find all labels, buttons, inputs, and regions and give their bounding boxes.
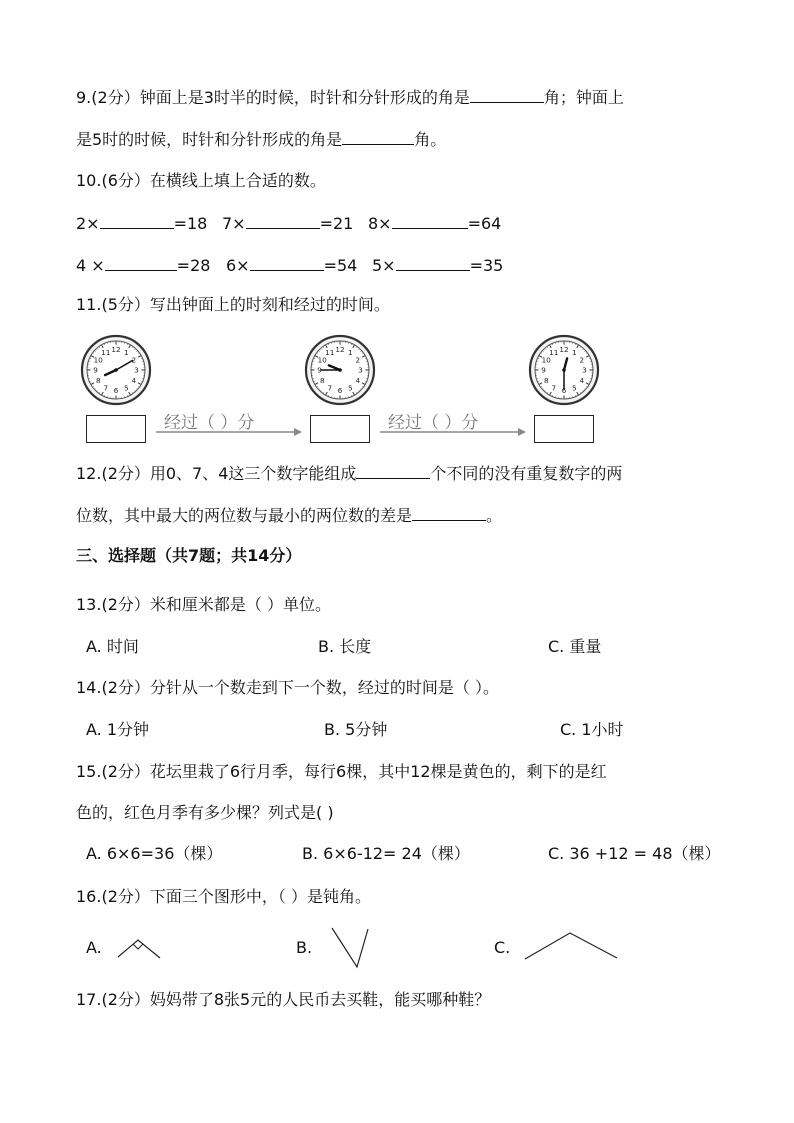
- clock-number: 6: [561, 386, 567, 396]
- equation-suffix: =18: [173, 214, 208, 233]
- q13-option-a[interactable]: A. 时间: [86, 637, 139, 656]
- q13-option-c[interactable]: C. 重量: [548, 637, 602, 656]
- clock-number: 3: [582, 365, 587, 375]
- clock-number: 4: [579, 375, 585, 385]
- q9-text-2: 是5时的时候，时针和分针形成的角是: [76, 130, 343, 149]
- q9-text-1: 9.(2分）钟面上是3时半的时候，时针和分针形成的角是: [76, 88, 470, 107]
- equation-suffix: =64: [467, 214, 502, 233]
- clock-number: 4: [355, 375, 361, 385]
- q10-r1-c3: [368, 212, 501, 235]
- q10-r2-c1: [76, 254, 210, 277]
- clock-center: [114, 368, 118, 372]
- equation-prefix: 6×: [226, 256, 250, 275]
- q16-option-a[interactable]: A.: [86, 938, 102, 957]
- equation-suffix: =35: [469, 256, 504, 275]
- clock-number: 2: [579, 355, 585, 365]
- clock-number: 5: [123, 383, 129, 393]
- equation-prefix: 4 ×: [76, 256, 105, 275]
- q12-text-2-end: 。: [486, 506, 503, 525]
- equation-prefix: 2×: [76, 214, 100, 233]
- answer-blank[interactable]: [105, 254, 177, 271]
- q12-text-1: 12.(2分）用0、7、4这三个数字能组成: [76, 464, 357, 483]
- answer-blank[interactable]: [470, 86, 544, 103]
- equation-suffix: =54: [323, 256, 358, 275]
- clock-number: 6: [113, 386, 119, 396]
- clock-face: [304, 334, 376, 406]
- clock-number: 9: [93, 365, 98, 375]
- q14-option-a[interactable]: A. 1分钟: [86, 720, 150, 739]
- q11-title: 11.(5分）写出钟面上的时刻和经过的时间。: [76, 295, 390, 314]
- q12-line1: [76, 462, 622, 485]
- q9-line1: [76, 86, 624, 109]
- clock-face: [528, 334, 600, 406]
- q13-option-b[interactable]: B. 长度: [318, 637, 372, 656]
- time-answer-box[interactable]: [310, 415, 370, 443]
- answer-blank[interactable]: [356, 462, 430, 479]
- clock-number: 8: [95, 375, 101, 385]
- clock-number: 12: [335, 345, 345, 355]
- q15-line2: 色的，红色月季有多少棵？列式是( ): [76, 803, 334, 822]
- clock-center: [338, 368, 342, 372]
- obtuse-angle-icon: [524, 930, 620, 962]
- arrow-right-icon: [380, 426, 526, 438]
- equation-suffix: =28: [176, 256, 211, 275]
- clock-number: 7: [551, 383, 557, 393]
- q16-option-b[interactable]: B.: [296, 938, 313, 957]
- time-answer-box[interactable]: [534, 415, 594, 443]
- answer-blank[interactable]: [250, 254, 324, 271]
- q15-option-c[interactable]: C. 36 +12 = 48（棵）: [548, 844, 721, 863]
- answer-blank[interactable]: [342, 128, 414, 145]
- elapsed-label-1: 经过（ ）分: [164, 413, 255, 433]
- clock-face: [80, 334, 152, 406]
- clock-number: 1: [123, 347, 129, 357]
- clock-number: 7: [103, 383, 109, 393]
- clock-number: 11: [325, 347, 335, 357]
- q9-line2: [76, 128, 446, 151]
- clock-center: [562, 368, 566, 372]
- q15-line1: 15.(2分）花坛里栽了6行月季，每行6棵，其中12棵是黄色的，剩下的是红: [76, 762, 607, 781]
- q14-title: 14.(2分）分针从一个数走到下一个数，经过的时间是（ ）。: [76, 678, 499, 697]
- clock-number: 11: [101, 347, 111, 357]
- acute-angle-icon: [330, 926, 372, 970]
- equation-suffix: =21: [319, 214, 354, 233]
- answer-blank[interactable]: [392, 212, 468, 229]
- clock-number: 6: [337, 386, 343, 396]
- answer-blank[interactable]: [246, 212, 320, 229]
- clock-number: 8: [543, 375, 549, 385]
- section-heading: 三、选择题（共7题；共14分）: [76, 546, 302, 565]
- clock-number: 9: [541, 365, 546, 375]
- clock-number: 3: [358, 365, 363, 375]
- time-answer-box[interactable]: [86, 415, 146, 443]
- q10-r2-c2: [226, 254, 357, 277]
- q12-line2: [76, 504, 502, 527]
- q9-text-1-end: 角；钟面上: [543, 88, 624, 107]
- clock-number: 1: [571, 347, 577, 357]
- elapsed-label-2: 经过（ ）分: [388, 413, 479, 433]
- arrow-right-icon: [156, 426, 302, 438]
- q14-option-c[interactable]: C. 1小时: [560, 720, 624, 739]
- clock-number: 2: [131, 355, 137, 365]
- q9-text-2-end: 角。: [414, 130, 447, 149]
- clock-number: 4: [131, 375, 137, 385]
- clock-number: 10: [317, 355, 327, 365]
- clock-number: 9: [317, 365, 322, 375]
- q17-title: 17.(2分）妈妈带了8张5元的人民币去买鞋，能买哪种鞋？: [76, 990, 491, 1009]
- q10-r1-c1: [76, 212, 207, 235]
- equation-prefix: 5×: [372, 256, 396, 275]
- clock-number: 12: [559, 345, 569, 355]
- clock-number: 7: [327, 383, 333, 393]
- q10-title: 10.(6分）在横线上填上合适的数。: [76, 171, 326, 190]
- clock-number: 8: [319, 375, 325, 385]
- answer-blank[interactable]: [412, 504, 486, 521]
- q12-text-2: 位数，其中最大的两位数与最小的两位数的差是: [76, 506, 413, 525]
- q15-option-a[interactable]: A. 6×6=36（棵）: [86, 844, 223, 863]
- q16-title: 16.(2分）下面三个图形中，（ ）是钝角。: [76, 887, 371, 906]
- right-angle-icon: [116, 930, 164, 960]
- clock-number: 2: [355, 355, 361, 365]
- equation-prefix: 7×: [222, 214, 246, 233]
- q16-option-c[interactable]: C.: [494, 938, 511, 957]
- clock-number: 12: [111, 345, 121, 355]
- clock-number: 3: [134, 365, 139, 375]
- clock-number: 1: [347, 347, 353, 357]
- q10-r2-c3: [372, 254, 503, 277]
- clock-number: 5: [347, 383, 353, 393]
- answer-blank[interactable]: [396, 254, 470, 271]
- clock-number: 5: [571, 383, 577, 393]
- q15-option-b[interactable]: B. 6×6-12= 24（棵）: [302, 844, 470, 863]
- q14-option-b[interactable]: B. 5分钟: [324, 720, 388, 739]
- clock-number: 10: [93, 355, 103, 365]
- answer-blank[interactable]: [100, 212, 174, 229]
- q12-text-1-end: 个不同的没有重复数字的两: [430, 464, 623, 483]
- q10-r1-c2: [222, 212, 353, 235]
- equation-prefix: 8×: [368, 214, 392, 233]
- clock-number: 10: [541, 355, 551, 365]
- q13-title: 13.(2分）米和厘米都是（ ）单位。: [76, 595, 331, 614]
- clock-number: 11: [549, 347, 559, 357]
